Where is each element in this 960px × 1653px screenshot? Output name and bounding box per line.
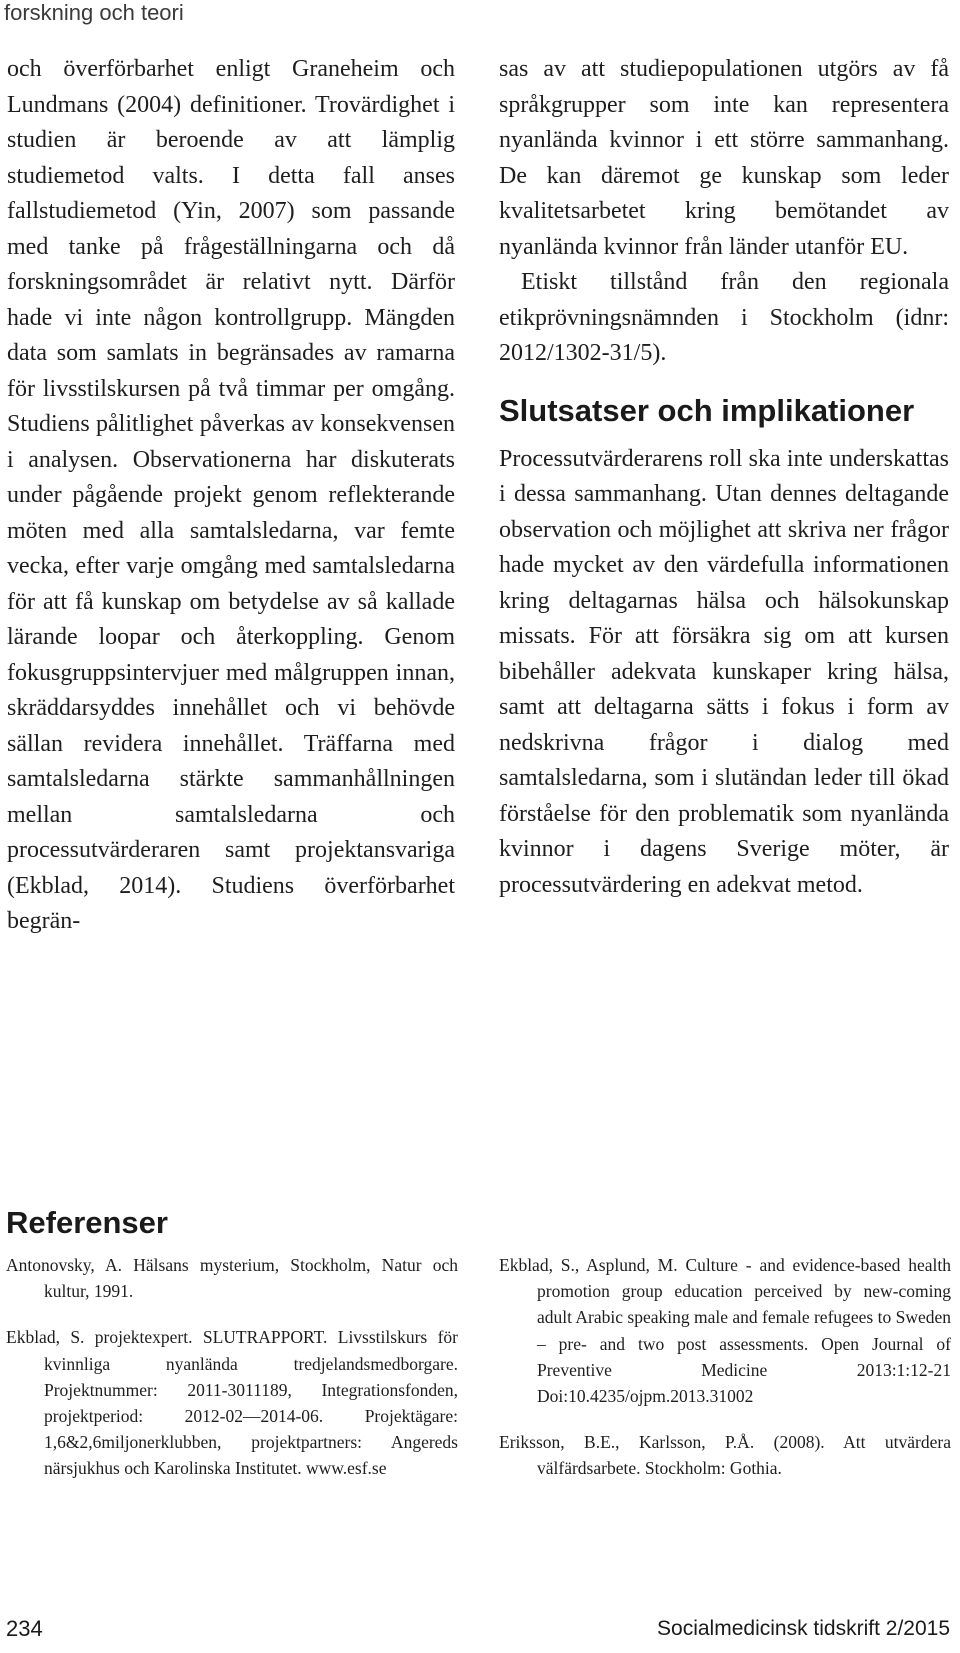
references-left-column (6, 1252, 458, 1502)
left-column (7, 52, 455, 940)
body-paragraph: sas av att studiepopulationen utgörs av få språkgrupper som inte kan representera nyanlända kvinnor i ett större sammanhang. De kan däremot ge kunskap som leder kvalitetsarbetet kring bemötandet av nyanlända kvinnor från länder utanför EU. (499, 56, 949, 260)
references-right-column (499, 1252, 951, 1502)
body-paragraph: och överförbarhet enligt Graneheim och Lundmans (2004) definitioner. Trovärdighet i studien är beroende av att lämplig studiemetod valts. I detta fall anses fallstudiemetod (Yin, 2007) som passande med tanke på frågeställningarna och då forskningsområdet är relativt nytt. Därför hade vi inte någon kontrollgrupp. Mängden data som samlats in begränsades av ramarna för livsstilskursen på två timmar per omgång. Studiens pålitlighet påverkas av konsekvensen i analysen. Observationerna har diskuterats under pågående projekt genom reflekterande möten med alla samtalsledarna, var femte vecka, efter varje omgång med samtalsledarna för att få kunskap om betydelse av så kallade lärande loopar och återkoppling. Genom fokusgruppsintervjuer med målgruppen innan, skräddarsyddes innehållet och vi behövde sällan revidera innehållet. Träffarna med samtalsledarna stärkte sammanhållningen mellan samtalsledarna och processutvärderaren samt projektansvariga (Ekblad, 2014). Studiens överförbarhet begrän- (7, 56, 455, 934)
reference-item: Antonovsky, A. Hälsans mysterium, Stockholm, Natur och kultur, 1991. (6, 1255, 458, 1302)
reference-item: Eriksson, B.E., Karlsson, P.Å. (2008). Att utvärdera välfärdsarbete. Stockholm: Gothia. (499, 1432, 951, 1479)
reference-item: Ekblad, S. projektexpert. SLUTRAPPORT. Livsstilskurs för kvinnliga nyanlända tredjelandsmedborgare. Projektnummer: 2011-3011189, Integrationsfonden, projektperiod: 2012-02—2014-06. Projektägare: 1,6&2,6miljonerklubben, projektpartners: Angereds närsjukhus och Karolinska Institutet. www.esf.se (6, 1327, 458, 1479)
reference-item: Ekblad, S., Asplund, M. Culture - and evidence-based health promotion group education perceived by new-coming adult Arabic speaking male and female refugees to Sweden – pre- and two post assessments. Open Journal of Preventive Medicine 2013:1:12-21 Doi:10.4235/ojpm.2013.31002 (499, 1255, 952, 1407)
right-column (499, 52, 949, 903)
journal-name: Socialmedicinsk tidskrift 2/2015 (657, 1617, 950, 1640)
page-number: 234 (6, 1616, 43, 1641)
section-heading: Slutsatser och implikationer (499, 392, 915, 428)
references-title: Referenser (6, 1205, 168, 1240)
ethics-paragraph: Etiskt tillstånd från den regionala etikprövningsnämnden i Stockholm (idnr: 2012/1302-31/5). (499, 269, 949, 366)
conclusion-paragraph: Processutvärderarens roll ska inte underskattas i dessa sammanhang. Utan dennes deltagande observation och möjlighet att skriva ner frågor hade mycket av den värdefulla informationen kring deltagarnas hälsa och hälsokunskap missats. För att försäkra sig om att kursen bibehåller adekvata kunskaper kring hälsa, samt att deltagarna sätts i fokus i form av nedskrivna frågor i dialog med samtalsledarna, som i slutändan leder till ökad förståelse för den problematik som nyanlända kvinnor i dagens Sverige möter, är processutvärdering en adekvat metod. (499, 445, 949, 898)
running-head: forskning och teori (4, 0, 184, 25)
